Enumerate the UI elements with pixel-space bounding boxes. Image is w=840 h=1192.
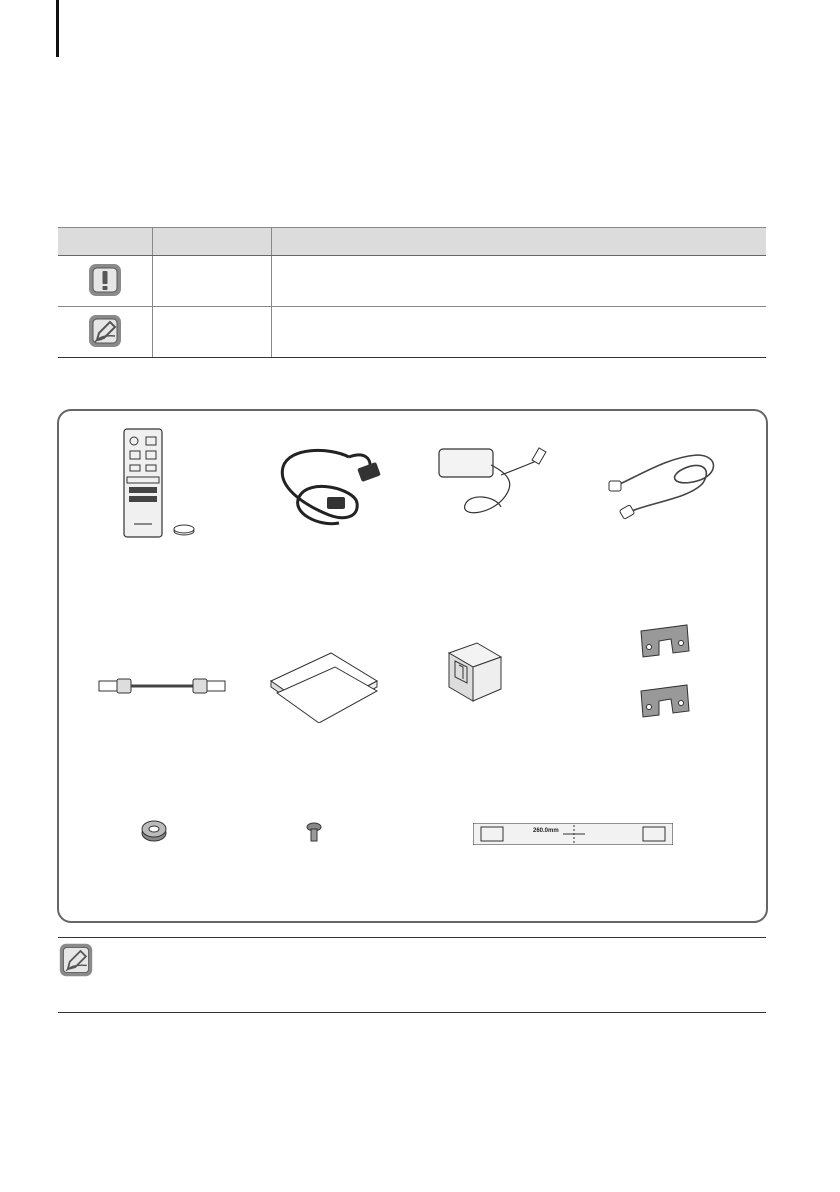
header-term [153, 228, 272, 256]
icons-table [58, 227, 766, 358]
components-frame [57, 409, 768, 923]
table-row [58, 307, 766, 358]
row-term [153, 256, 272, 307]
note-rule-top [58, 937, 766, 938]
note-icon [58, 942, 94, 978]
ac-dc-adapter-icon [431, 445, 557, 529]
wall-bracket-icon [637, 621, 693, 661]
table-header-row [58, 228, 766, 256]
header-description [272, 228, 767, 256]
row-description [272, 307, 767, 358]
remote-control-icon [112, 427, 212, 539]
row-description [272, 256, 767, 307]
caution-icon [85, 260, 125, 300]
header-icon [58, 228, 153, 256]
holder-screw-icon [139, 817, 169, 843]
row-term [153, 307, 272, 358]
screw-icon [305, 821, 323, 843]
wall-bracket-icon [637, 681, 693, 721]
page-corner-bar [56, 0, 59, 57]
user-manual-icon [269, 643, 379, 723]
ferrite-core-icon [443, 639, 507, 703]
row-icon-cell [58, 307, 153, 358]
note-rule-bottom [58, 1012, 766, 1013]
power-cord-icon [269, 437, 389, 533]
row-icon-cell [58, 256, 153, 307]
table-row [58, 256, 766, 307]
wall-mount-guide [473, 823, 673, 845]
guide-dimension-label: 260.0mm [533, 828, 559, 834]
optical-cable-icon [607, 447, 727, 531]
wall-mount-guide-graphic [473, 823, 673, 845]
note-icon [85, 311, 125, 351]
usb-cable-icon [97, 675, 227, 697]
